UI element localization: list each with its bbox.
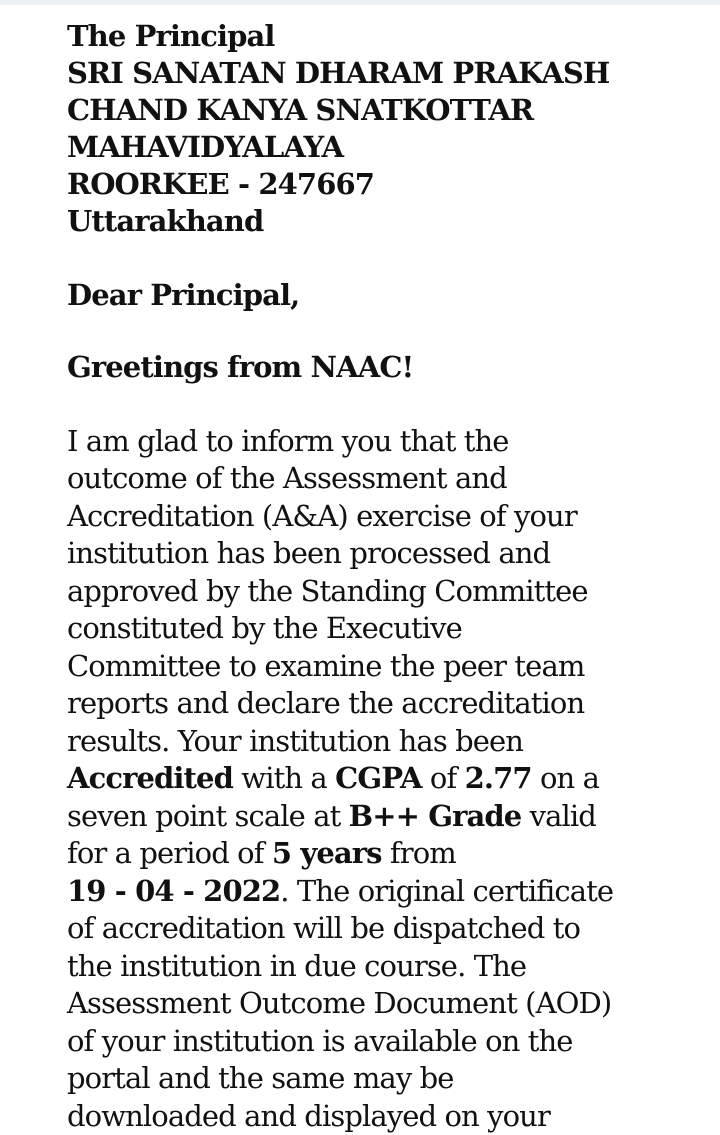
body-line: approved by the Standing Committee [67,574,588,608]
body-line-date [67,873,613,910]
body-text: on a [531,761,600,795]
body-line: Assessment Outcome Document (AOD) [67,986,612,1020]
greeting: Greetings from NAAC! [67,350,414,384]
body-line: downloaded and displayed on your [67,1099,550,1133]
body-line-grade [67,798,596,835]
top-status-strip [0,0,720,5]
body-line: Committee to examine the peer team [67,649,585,683]
body-text: valid [521,799,596,833]
body-text: seven point scale at [67,799,349,833]
validity-start-date: 19 - 04 - 2022 [67,874,281,908]
validity-period: 5 years [271,836,382,870]
grade-value: B++ Grade [348,799,522,833]
cgpa-label: CGPA [335,761,422,795]
body-line: results. Your institution has been [67,724,524,758]
address-line-recipient: The Principal [67,19,275,53]
body-line: outcome of the Assessment and [67,461,507,495]
body-line: of your institution is available on the [67,1024,573,1058]
address-line-institution-1: SRI SANATAN DHARAM PRAKASH [67,56,610,90]
address-line-institution-2: CHAND KANYA SNATKOTTAR [67,93,534,127]
salutation: Dear Principal, [67,278,300,312]
body-line: portal and the same may be [67,1061,454,1095]
body-line-accreditation [67,760,599,797]
address-line-state: Uttarakhand [67,204,264,238]
body-line: reports and declare the accreditation [67,686,585,720]
body-text: from [381,836,456,870]
body-line: Accreditation (A&A) exercise of your [67,499,577,533]
body-line: the institution in due course. The [67,949,527,983]
body-line: institution has been processed and [67,536,551,570]
body-line: constituted by the Executive [67,611,462,645]
body-text: of [421,761,465,795]
address-line-institution-3: MAHAVIDYALAYA [67,130,344,164]
body-text: with a [232,761,336,795]
body-line: of accreditation will be dispatched to [67,911,581,945]
cgpa-value: 2.77 [464,761,532,795]
accredited-status: Accredited [67,761,233,795]
body-line-period [67,835,456,872]
address-line-city: ROORKEE - 247667 [67,167,375,201]
body-text: for a period of [67,836,272,870]
body-line: I am glad to inform you that the [67,424,509,458]
body-text: . The original certificate [280,874,614,908]
